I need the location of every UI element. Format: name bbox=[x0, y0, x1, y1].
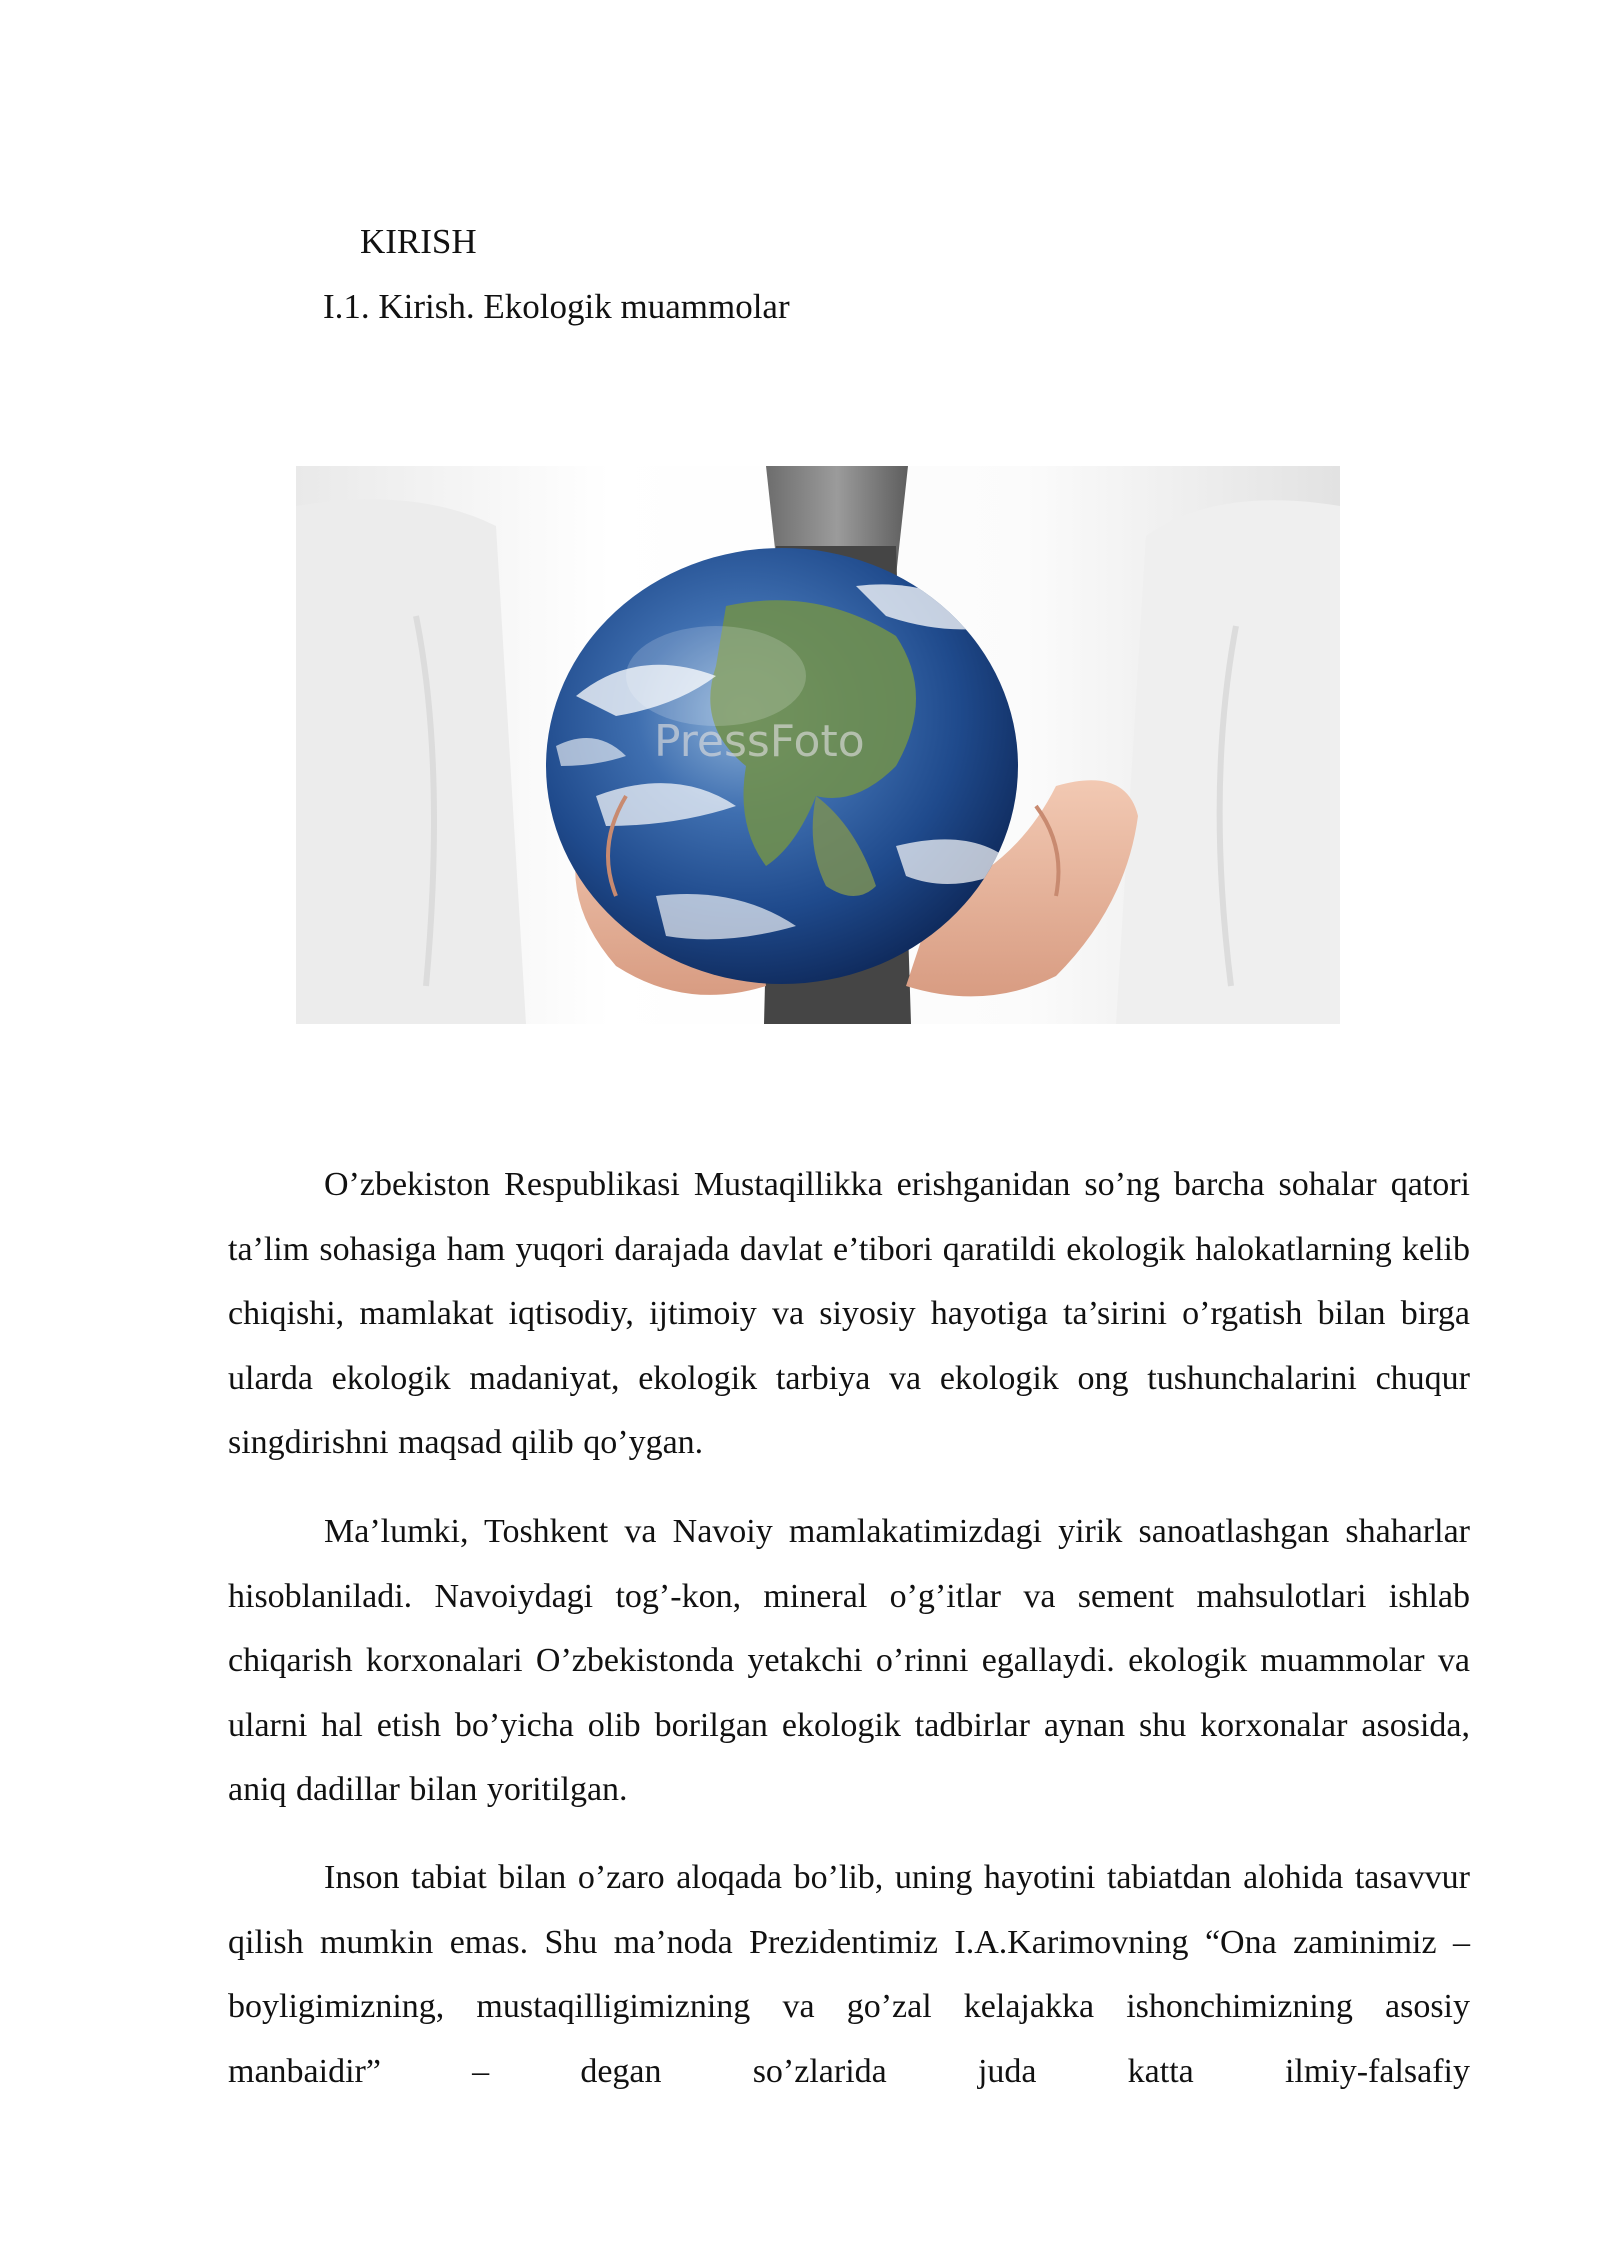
paragraph-3: Inson tabiat bilan o’zaro aloqada bo’lib, uning hayotini tabiatdan alohida tasavvur qilish mumkin emas. Shu ma’noda Prezidentimiz I.A.Karimovning “Ona zaminimiz – boyligimizning, mustaqilligimizning va go’zal kelajakka ishonchimizning asosiy manbaidir” – degan so’zlarida juda katta ilmiy-falsafiy bbox=[228, 1859, 1470, 2090]
section-title: I.1. Kirish. Ekologik muammolar bbox=[323, 287, 790, 326]
document-heading: KIRISH bbox=[360, 222, 477, 261]
paragraph-2: Ma’lumki, Toshkent va Navoiy mamlakatimizdagi yirik sanoatlashgan shaharlar hisoblaniladi. Navoiydagi tog’-kon, mineral o’g’itlar va sement mahsulotlari ishlab chiqarish korxonalari O’zbekistonda yetakchi o’rinni egallaydi. ekologik muammolar va ularni hal etish bo’yicha olib borilgan ekologik tadbirlar aynan shu korxonalar asosida, aniq dadillar bilan yoritilgan. bbox=[228, 1513, 1470, 1808]
earth-in-hands-image bbox=[296, 466, 1340, 1024]
earth-in-hands-illustration bbox=[296, 466, 1340, 1024]
paragraph-1: O’zbekiston Respublikasi Mustaqillikka erishganidan so’ng barcha sohalar qatori ta’lim sohasiga ham yuqori darajada davlat e’tibori qaratildi ekologik halokatlarning kelib chiqishi, mamlakat iqtisodiy, ijtimoiy va siyosiy hayotiga ta’sirini o’rgatish bilan birga ularda ekologik madaniyat, ekologik tarbiya va ekologik ong tushunchalarini chuqur singdirishni maqsad qilib qo’ygan. bbox=[228, 1166, 1470, 1461]
image-watermark: PressFoto bbox=[654, 716, 865, 767]
